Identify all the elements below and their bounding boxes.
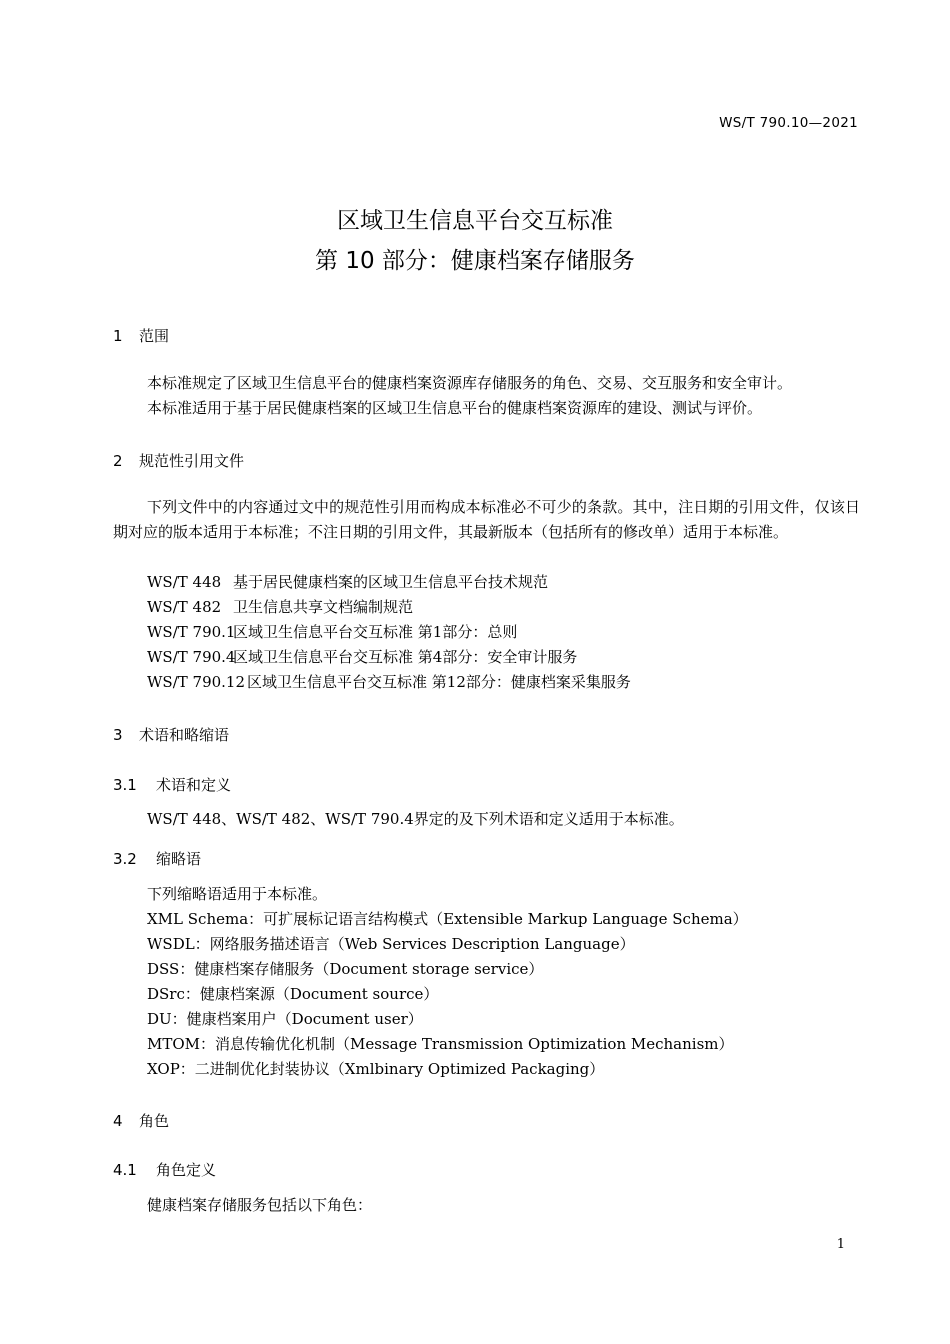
abbreviation-item: DSS：健康档案存储服务（Document storage service） — [147, 960, 544, 978]
abbreviations-intro: 下列缩略语适用于本标准。 — [147, 885, 328, 903]
reference-title: 区域卫生信息平台交互标准 第12部分：健康档案采集服务 — [247, 673, 631, 691]
section-number: 2 — [113, 452, 123, 470]
section-number: 4.1 — [113, 1161, 137, 1179]
scope-paragraph-2: 本标准适用于基于居民健康档案的区域卫生信息平台的健康档案资源库的建设、测试与评价。 — [147, 399, 763, 417]
section-number: 1 — [113, 327, 123, 345]
abbreviation-item: XOP：二进制优化封装协议（Xmlbinary Optimized Packaging） — [147, 1060, 605, 1078]
section-title: 术语和定义 — [156, 776, 232, 794]
section-title: 缩略语 — [156, 850, 202, 868]
abbreviation-item: MTOM：消息传输优化机制（Message Transmission Optimization Mechanism） — [147, 1035, 734, 1053]
reference-code: WS/T 790.12 — [147, 673, 246, 691]
section-title: 规范性引用文件 — [139, 452, 245, 470]
section-number: 3 — [113, 726, 123, 744]
section-2-heading — [113, 450, 244, 471]
normative-refs-intro: 下列文件中的内容通过文中的规范性引用而构成本标准必不可少的条款。其中，注日期的引用文件，仅该日期对应的版本适用于本标准；不注日期的引用文件，其最新版本（包括所有的修改单）适用于本标准。 — [113, 498, 860, 541]
reference-item — [147, 595, 413, 620]
section-number: 4 — [113, 1112, 123, 1130]
section-3-1-heading — [113, 774, 231, 795]
reference-item — [147, 670, 631, 695]
scope-paragraph-1: 本标准规定了区域卫生信息平台的健康档案资源库存储服务的角色、交易、交互服务和安全审计。 — [147, 374, 793, 392]
standard-code: WS/T 790.10—2021 — [719, 115, 858, 131]
reference-code: WS/T 790.1 — [147, 623, 236, 641]
section-4-heading — [113, 1110, 169, 1131]
reference-title: 基于居民健康档案的区域卫生信息平台技术规范 — [233, 573, 549, 591]
document-title-line2: 第 10 部分：健康档案存储服务 — [315, 248, 635, 274]
section-4-1-heading — [113, 1159, 216, 1180]
abbreviation-item: DU：健康档案用户（Document user） — [147, 1010, 423, 1028]
abbreviation-item: DSrc：健康档案源（Document source） — [147, 985, 439, 1003]
section-title: 术语和略缩语 — [139, 726, 230, 744]
reference-item — [147, 620, 517, 645]
section-title: 角色 — [139, 1112, 170, 1130]
reference-item — [147, 570, 548, 595]
terms-definition-text: WS/T 448、WS/T 482、WS/T 790.4界定的及下列术语和定义适用于本标准。 — [147, 810, 684, 828]
reference-code: WS/T 790.4 — [147, 648, 236, 666]
section-number: 3.2 — [113, 850, 137, 868]
abbreviation-item: WSDL：网络服务描述语言（Web Services Description Language） — [147, 935, 635, 953]
reference-title: 卫生信息共享文档编制规范 — [233, 598, 414, 616]
page-number: 1 — [836, 1237, 845, 1252]
section-number: 3.1 — [113, 776, 137, 794]
reference-title: 区域卫生信息平台交互标准 第1部分：总则 — [233, 623, 518, 641]
section-title: 角色定义 — [156, 1161, 217, 1179]
document-title-line1: 区域卫生信息平台交互标准 — [337, 208, 613, 234]
section-3-2-heading — [113, 848, 201, 869]
reference-code: WS/T 482 — [147, 598, 222, 616]
section-title: 范围 — [139, 327, 170, 345]
section-1-heading — [113, 325, 169, 346]
reference-item — [147, 645, 577, 670]
roles-definition-text: 健康档案存储服务包括以下角色： — [147, 1196, 373, 1214]
reference-code: WS/T 448 — [147, 573, 222, 591]
abbreviation-item: XML Schema：可扩展标记语言结构模式（Extensible Markup Language Schema） — [147, 910, 748, 928]
reference-title: 区域卫生信息平台交互标准 第4部分：安全审计服务 — [233, 648, 578, 666]
section-3-heading — [113, 724, 229, 745]
